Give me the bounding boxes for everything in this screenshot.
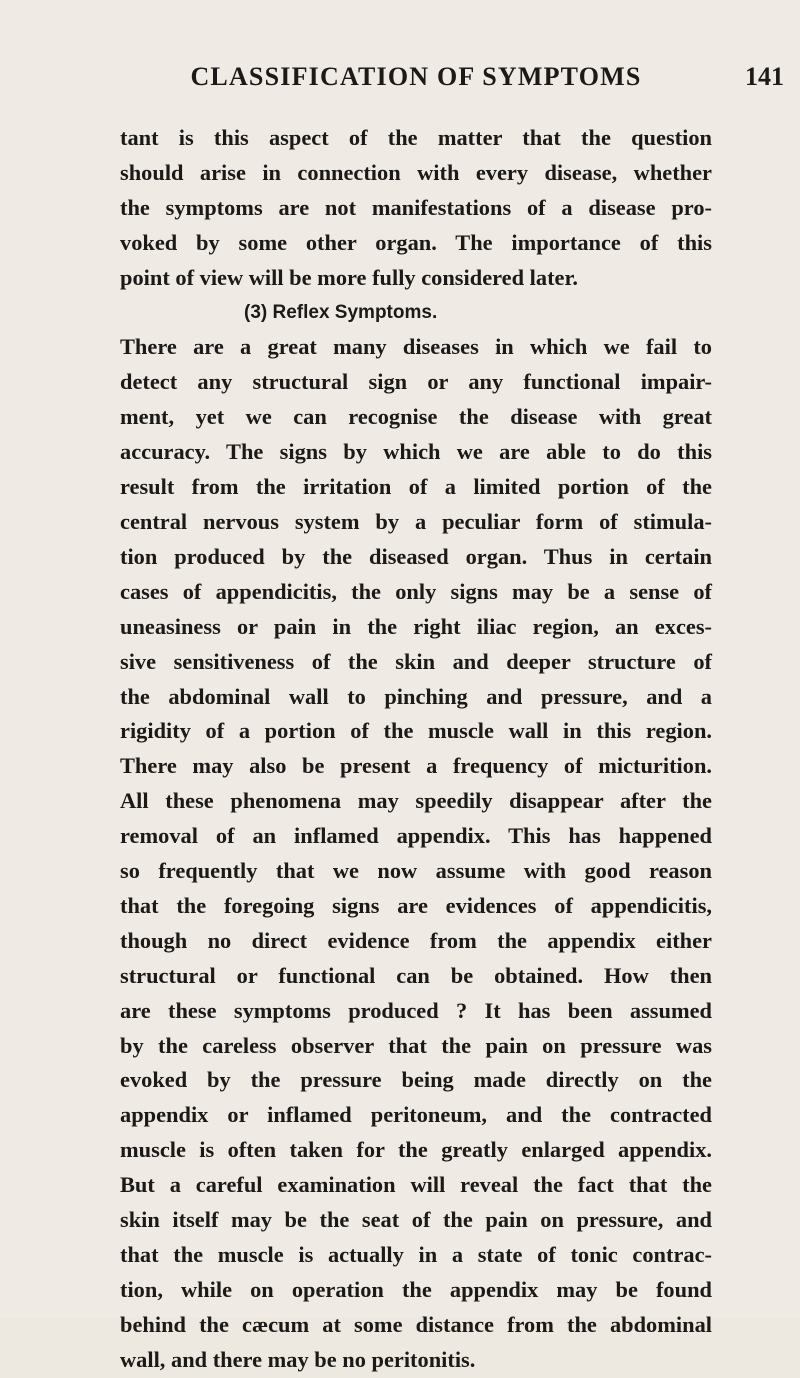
running-head xyxy=(120,62,784,96)
text-line: the abdominal wall to pinching and pressure, and a xyxy=(120,683,712,709)
text-line: accuracy. The signs by which we are able to do this xyxy=(120,439,712,465)
text-line: detect any structural sign or any functional impair- xyxy=(120,369,712,395)
text-line: rigidity of a portion of the muscle wall in this region. xyxy=(120,718,712,744)
text-line: that the muscle is actually in a state of tonic contrac- xyxy=(120,1242,712,1267)
text-line: should arise in connection with every disease, whether xyxy=(120,159,712,185)
text-line: ment, yet we can recognise the disease with great xyxy=(120,404,712,430)
text-line: But a careful examination will reveal the fact that the xyxy=(120,1172,712,1198)
text-line: tion, while on operation the appendix may be found xyxy=(120,1276,712,1302)
text-line: behind the cæcum at some distance from the abdominal xyxy=(120,1311,712,1337)
text-line: All these phenomena may speedily disappear after the xyxy=(120,788,712,814)
text-line: wall, and there may be no peritonitis. xyxy=(120,1346,476,1372)
text-line: tion produced by the diseased organ. Thus in certain xyxy=(120,543,712,569)
text-line: result from the irritation of a limited portion of the xyxy=(120,474,712,500)
text-line: tant is this aspect of the matter that the question xyxy=(120,125,712,150)
text-line: sive sensitiveness of the skin and deeper structure of xyxy=(120,648,712,674)
text-line: central nervous system by a peculiar form of stimula- xyxy=(120,508,712,534)
section-heading: (3) Reflex Symptoms. xyxy=(244,301,438,323)
paragraph-1 xyxy=(120,121,712,296)
text-line: skin itself may be the seat of the pain on pressure, and xyxy=(120,1207,712,1233)
text-line: muscle is often taken for the greatly enlarged appendix. xyxy=(120,1137,712,1163)
body-text xyxy=(120,121,712,1378)
text-line: point of view will be more fully considered later. xyxy=(120,264,578,290)
text-line: the symptoms are not manifestations of a disease pro- xyxy=(120,194,712,220)
running-title: CLASSIFICATION OF SYMPTOMS xyxy=(190,62,642,91)
paragraph-2 xyxy=(120,330,712,1377)
text-line: by the careless observer that the pain on pressure was xyxy=(120,1032,712,1058)
text-line: There are a great many diseases in which we fail to xyxy=(120,334,712,360)
text-line: though no direct evidence from the appendix either xyxy=(120,927,712,953)
text-line: appendix or inflamed peritoneum, and the contracted xyxy=(120,1102,712,1128)
text-line: evoked by the pressure being made directly on the xyxy=(120,1067,712,1093)
text-line: uneasiness or pain in the right iliac region, an exces- xyxy=(120,613,712,639)
text-line: are these symptoms produced ? It has been assumed xyxy=(120,997,712,1023)
text-line: There may also be present a frequency of micturition. xyxy=(120,753,712,779)
page-number: 141 xyxy=(745,62,784,91)
text-line: removal of an inflamed appendix. This has happened xyxy=(120,823,712,849)
text-line: cases of appendicitis, the only signs may be a sense of xyxy=(120,578,712,604)
text-line: that the foregoing signs are evidences of appendicitis, xyxy=(120,892,712,918)
text-line: voked by some other organ. The importance of this xyxy=(120,229,712,255)
text-line: structural or functional can be obtained. How then xyxy=(120,962,712,988)
text-line: so frequently that we now assume with good reason xyxy=(120,858,712,884)
